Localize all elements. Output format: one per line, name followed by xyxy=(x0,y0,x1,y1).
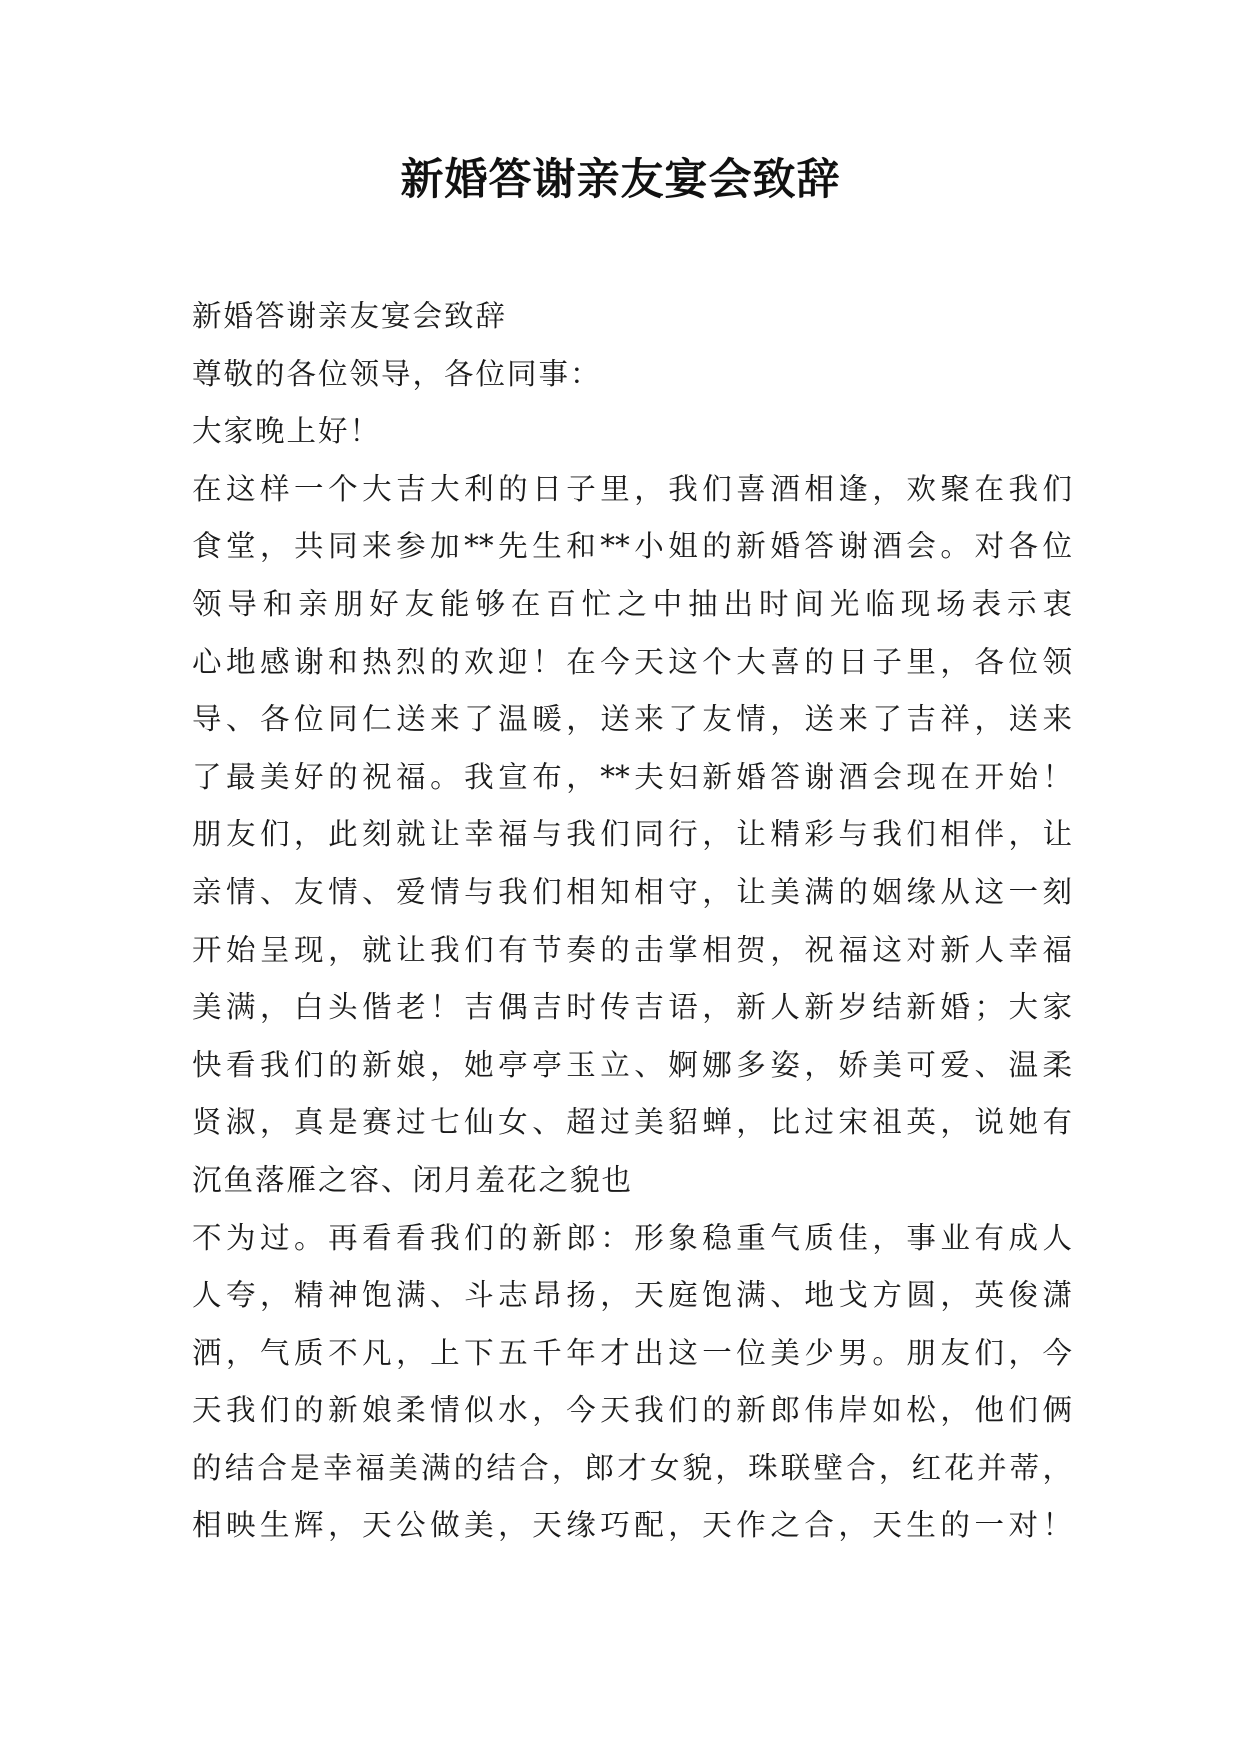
body-line: 不为过。再看看我们的新郎：形象稳重气质佳，事业有成人 xyxy=(192,1220,1072,1255)
body-line: 亲情、友情、爱情与我们相知相守，让美满的姻缘从这一刻 xyxy=(192,874,1072,909)
document-title: 新婚答谢亲友宴会致辞 xyxy=(400,155,841,205)
document-body xyxy=(192,288,1072,1555)
body-line: 食堂，共同来参加**先生和**小姐的新婚答谢酒会。对各位 xyxy=(192,529,1072,564)
body-line: 在这样一个大吉大利的日子里，我们喜酒相逢，欢聚在我们 xyxy=(192,471,1072,506)
body-line: 了最美好的祝福。我宣布，**夫妇新婚答谢酒会现在开始！ xyxy=(192,759,1072,794)
body-line: 快看我们的新娘，她亭亭玉立、婀娜多姿，娇美可爱、温柔 xyxy=(192,1047,1072,1082)
body-line: 人夸，精神饱满、斗志昂扬，天庭饱满、地戈方圆，英俊潇 xyxy=(192,1278,1072,1313)
body-line: 开始呈现，就让我们有节奏的击掌相贺，祝福这对新人幸福 xyxy=(192,932,1072,967)
body-line: 洒，气质不凡，上下五千年才出这一位美少男。朋友们，今 xyxy=(192,1335,1072,1370)
body-line: 沉鱼落雁之容、闭月羞花之貌也 xyxy=(192,1162,634,1197)
body-line: 心地感谢和热烈的欢迎！在今天这个大喜的日子里，各位领 xyxy=(192,644,1072,679)
body-line: 朋友们，此刻就让幸福与我们同行，让精彩与我们相伴，让 xyxy=(192,817,1072,852)
body-line: 的结合是幸福美满的结合，郎才女貌，珠联壁合，红花并蒂， xyxy=(192,1450,1072,1485)
body-line: 导、各位同仁送来了温暖，送来了友情，送来了吉祥，送来 xyxy=(192,702,1072,737)
body-line-salutation: 尊敬的各位领导，各位同事： xyxy=(192,356,602,391)
body-line-greeting: 大家晚上好！ xyxy=(192,414,382,449)
body-line: 相映生辉，天公做美，天缘巧配，天作之合，天生的一对！ xyxy=(192,1508,1072,1543)
body-line: 美满，白头偕老！吉偶吉时传吉语，新人新岁结新婚；大家 xyxy=(192,990,1072,1025)
body-line: 领导和亲朋好友能够在百忙之中抽出时间光临现场表示衷 xyxy=(192,586,1072,621)
body-line-heading: 新婚答谢亲友宴会致辞 xyxy=(192,299,508,333)
body-line: 贤淑，真是赛过七仙女、超过美貂蝉，比过宋祖英，说她有 xyxy=(192,1105,1072,1140)
body-line: 天我们的新娘柔情似水，今天我们的新郎伟岸如松，他们俩 xyxy=(192,1393,1072,1428)
